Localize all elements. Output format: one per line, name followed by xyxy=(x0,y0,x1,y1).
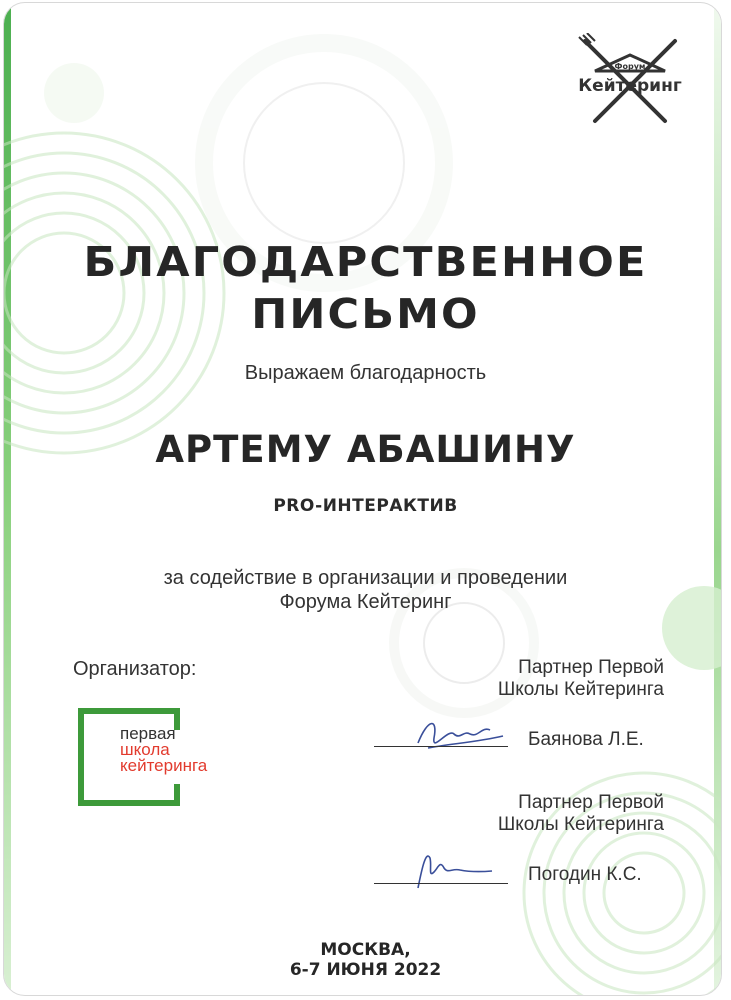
signatory-1-role-line-2: Школы Кейтеринга xyxy=(497,679,664,700)
reason-line-2: Форума Кейтеринг xyxy=(279,591,452,613)
organizer-logo-line-2: школа xyxy=(120,740,170,759)
document-title xyxy=(0,236,731,340)
recipient-company: PRO-ИНТЕРАКТИВ xyxy=(273,496,458,516)
logo-brand-text: Кейтеринг xyxy=(578,76,682,96)
signature-1 xyxy=(408,708,508,768)
signatory-1-name: Баянова Л.Е. xyxy=(528,729,644,750)
signatory-2-role xyxy=(498,792,664,836)
place-dates: 6-7 ИЮНЯ 2022 xyxy=(289,960,442,980)
signature-line-2 xyxy=(374,883,508,884)
place-and-date xyxy=(0,940,731,980)
organizer-logo-text xyxy=(120,726,207,774)
recipient-name: АРТЕМУ АБАШИНУ xyxy=(155,428,576,471)
place-city: МОСКВА, xyxy=(320,940,411,960)
signature-line-1 xyxy=(374,746,508,747)
logo-small-text: Форум xyxy=(614,62,646,71)
title-line-1: БЛАГОДАРСТВЕННОЕ xyxy=(83,238,648,286)
reason-line-1: за содействие в организации и проведении xyxy=(163,567,568,589)
signatory-1-role-line-1: Партнер Первой xyxy=(518,657,664,678)
signature-2 xyxy=(400,838,500,898)
forum-catering-logo xyxy=(565,33,695,129)
organizer-logo-line-3: кейтеринга xyxy=(120,756,208,775)
organizer-logo-frame-part xyxy=(174,784,180,806)
signatory-2-role-line-1: Партнер Первой xyxy=(518,792,664,813)
organizer-label: Организатор: xyxy=(73,658,197,680)
signatory-2-role-line-2: Школы Кейтеринга xyxy=(497,814,664,835)
signatory-1-role xyxy=(498,657,664,701)
signatory-2-name: Погодин К.С. xyxy=(528,864,642,885)
thanks-intro: Выражаем благодарность xyxy=(244,362,487,384)
title-line-2: ПИСЬМО xyxy=(251,290,480,338)
organizer-logo-line-1: первая xyxy=(120,724,176,743)
thanks-reason xyxy=(0,566,731,614)
